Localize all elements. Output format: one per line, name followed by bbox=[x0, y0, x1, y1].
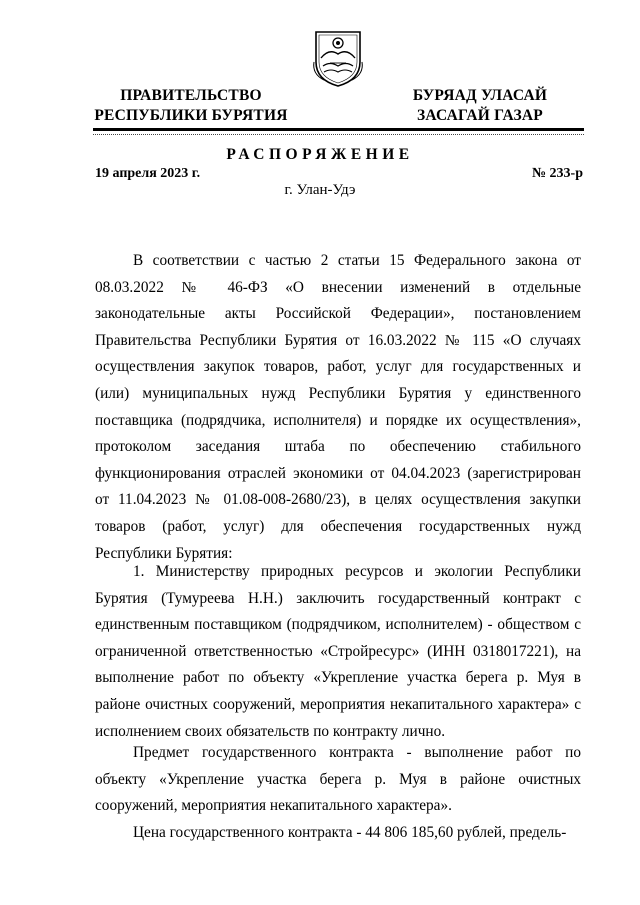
document-title: РАСПОРЯЖЕНИЕ bbox=[226, 146, 414, 163]
document-number: № 233-р bbox=[531, 166, 583, 181]
header-right-line2: ЗАСАГАЙ ГАЗАР bbox=[417, 107, 543, 124]
header-dotted-divider bbox=[93, 134, 584, 135]
government-name-buryat bbox=[392, 86, 568, 126]
header-divider bbox=[93, 128, 584, 131]
preamble-paragraph: В соответствии с частью 2 статьи 15 Федерального закона от 08.03.2022 № 46-ФЗ «О внесении изменений в отдельные законодательные акты Российской Федерации», постановлением Правительства Республики Бурятия от 16.03.2022 № 115 «О случаях осуществления закупок товаров, работ, услуг для государственных и (или) муниципальных нужд Республики Бурятия у единственного поставщика (подрядчика, исполнителя) и порядке их осуществления», протоколом заседания штаба по обеспечению стабильного функционирования отраслей экономики от 04.04.2023 (зарегистрирован от 11.04.2023 № 01.08-008-2680/23), в целях осуществления закупки товаров (работ, услуг) для обеспечения государственных нужд Республики Бурятия: bbox=[95, 252, 581, 562]
clause-1-paragraph: 1. Министерству природных ресурсов и экологии Республики Бурятия (Тумуреева Н.Н.) заключить государственный контракт с единственным поставщиком (подрядчиком, исполнителем) - обществом с ограниченной ответственностью «Стройресурс» (ИНН 0318017221), на выполнение работ по объекту «Укрепление участка берега р. Муя в районе очистных сооружений, мероприятия некапитального характера» с исполнением своих обязательств по контракту лично. bbox=[95, 563, 581, 740]
contract-price-paragraph: Цена государственного контракта - 44 806 185,60 рублей, предель- bbox=[133, 824, 567, 841]
header-left-line1: ПРАВИТЕЛЬСТВО bbox=[120, 87, 262, 104]
header-left-line2: РЕСПУБЛИКИ БУРЯТИЯ bbox=[94, 107, 288, 124]
document-date: 19 апреля 2023 г. bbox=[95, 166, 201, 181]
header-right-line1: БУРЯАД УЛАСАЙ bbox=[412, 87, 548, 104]
government-name-russian bbox=[82, 86, 300, 126]
contract-subject-paragraph: Предмет государственного контракта - выполнение работ по объекту «Укрепление участка берега р. Муя в районе очистных сооружений, мероприятия некапитального характера». bbox=[95, 744, 581, 815]
document-city: г. Улан-Удэ bbox=[284, 182, 356, 198]
coat-of-arms-icon bbox=[310, 28, 366, 88]
